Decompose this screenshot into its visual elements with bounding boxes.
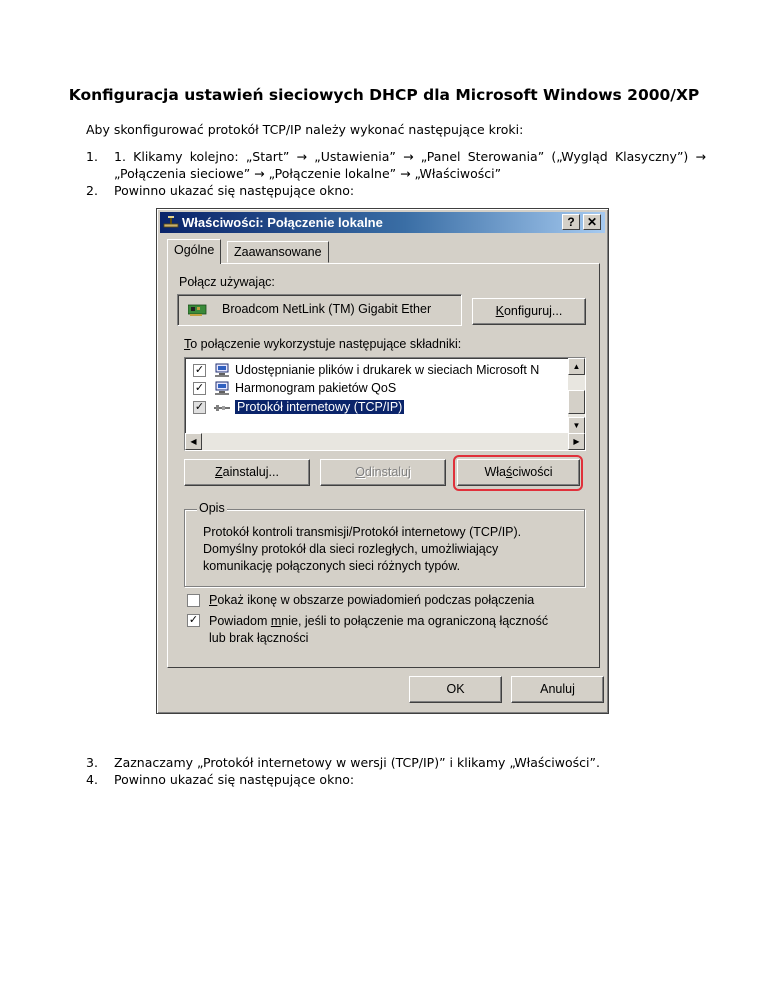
notify-label[interactable] (209, 613, 548, 647)
network-service-icon (213, 381, 231, 396)
notify-pre: Powiadom (209, 614, 271, 628)
dialog-title: Właściwości: Połączenie lokalne (182, 215, 383, 230)
uninstall-button (320, 459, 446, 486)
notify-checkbox[interactable]: ✓ (188, 614, 199, 626)
steps-list-bottom (86, 754, 706, 788)
adapter-name: Broadcom NetLink (TM) Gigabit Ether (222, 302, 432, 316)
scroll-down-icon[interactable]: ▼ (568, 417, 585, 434)
adapter-field (177, 294, 462, 326)
notify-rest: nie, jeśli to połączenie ma ograniczoną łączność (281, 614, 549, 628)
component-checkbox[interactable]: ✓ (194, 364, 205, 376)
cancel-button[interactable]: Anuluj (511, 676, 604, 703)
network-service-icon (213, 363, 231, 378)
scroll-thumb[interactable] (568, 390, 585, 414)
step-1 (86, 148, 706, 182)
properties-button-pre: Wła (484, 465, 506, 479)
step-3 (86, 754, 706, 771)
description-line: Protokół kontroli transmisji/Protokół internetowy (TCP/IP). (203, 525, 522, 539)
install-button[interactable] (184, 459, 310, 486)
properties-button-rest: ciwości (512, 465, 553, 479)
configure-button[interactable] (472, 298, 586, 325)
step-1-line-1: 1. Klikamy kolejno: „Start” → „Ustawienia” → „Panel Sterowania” („Wygląd Klasyczny”) → (114, 149, 706, 164)
document-title: Konfiguracja ustawień sieciowych DHCP dla Microsoft Windows 2000/XP (68, 86, 700, 104)
step-number: 2. (86, 183, 98, 198)
scroll-right-icon[interactable]: ▶ (568, 433, 585, 450)
uninstall-button-rest: dinstaluj (364, 465, 411, 479)
intro-text: Aby skonfigurować protokół TCP/IP należy wykonać następujące kroki: (86, 122, 524, 137)
description-line: komunikację połączonych sieci różnych typów. (203, 559, 461, 573)
tab-advanced[interactable]: Zaawansowane (227, 241, 329, 263)
dialog-titlebar[interactable] (160, 212, 605, 233)
step-4-text: Powinno ukazać się następujące okno: (114, 772, 355, 787)
component-checkbox[interactable]: ✓ (194, 382, 205, 394)
highlight-ring (453, 455, 583, 491)
component-label: Udostępnianie plików i drukarek w sieciach Microsoft N (235, 363, 540, 377)
description-group (184, 501, 585, 587)
horizontal-scrollbar[interactable] (185, 433, 585, 450)
ok-button[interactable]: OK (409, 676, 502, 703)
uninstall-button-key: O (355, 465, 365, 479)
components-list[interactable] (184, 357, 586, 451)
step-3-text: Zaznaczamy „Protokół internetowy w wersji (TCP/IP)” i klikamy „Właściwości”. (114, 755, 600, 770)
tab-general[interactable]: Ogólne (167, 239, 221, 264)
steps-list-top (86, 148, 706, 199)
network-card-icon (188, 304, 208, 316)
step-4 (86, 771, 706, 788)
step-2-text: Powinno ukazać się następujące okno: (114, 183, 355, 198)
component-label: Protokół internetowy (TCP/IP) (237, 400, 403, 414)
description-text (203, 524, 521, 575)
components-label (184, 337, 461, 351)
step-number: 3. (86, 755, 98, 770)
scroll-left-icon[interactable]: ◀ (185, 433, 202, 450)
network-protocol-icon (213, 400, 231, 415)
step-number: 4. (86, 772, 98, 787)
notify-line-1 (209, 613, 548, 630)
component-label: Harmonogram pakietów QoS (235, 381, 397, 395)
close-button[interactable]: ✕ (583, 214, 601, 230)
vertical-scrollbar[interactable] (568, 358, 585, 434)
show-icon-checkbox[interactable] (187, 594, 200, 607)
install-button-rest: ainstaluj... (222, 465, 279, 479)
show-icon-label[interactable] (209, 593, 534, 607)
components-label-rest: o połączenie wykorzystuje następujące składniki: (190, 337, 462, 351)
connect-using-label: Połącz używając: (179, 275, 275, 289)
show-icon-key: P (209, 593, 218, 607)
show-icon-rest: okaż ikonę w obszarze powiadomień podczas połączenia (217, 593, 535, 607)
configure-button-rest: onfiguruj... (503, 304, 563, 318)
description-group-title: Opis (199, 501, 225, 515)
properties-button-key: ś (505, 465, 513, 479)
step-number: 1. (86, 149, 98, 164)
step-1-line-2: „Połączenia sieciowe” → „Połączenie lokalne” → „Właściwości” (114, 166, 502, 181)
step-2 (86, 182, 706, 199)
properties-dialog (156, 208, 609, 714)
notify-line-2: lub brak łączności (209, 631, 309, 645)
components-label-key: T (184, 337, 191, 351)
description-line: Domyślny protokół dla sieci rozległych, umożliwiający (203, 542, 499, 556)
help-button[interactable]: ? (562, 214, 580, 230)
component-checkbox[interactable]: ✓ (194, 401, 205, 413)
scroll-up-icon[interactable]: ▲ (568, 358, 585, 375)
notify-key: m (270, 614, 282, 628)
network-connection-icon (163, 215, 179, 229)
install-button-key: Z (215, 465, 223, 479)
configure-button-key: K (495, 304, 504, 318)
